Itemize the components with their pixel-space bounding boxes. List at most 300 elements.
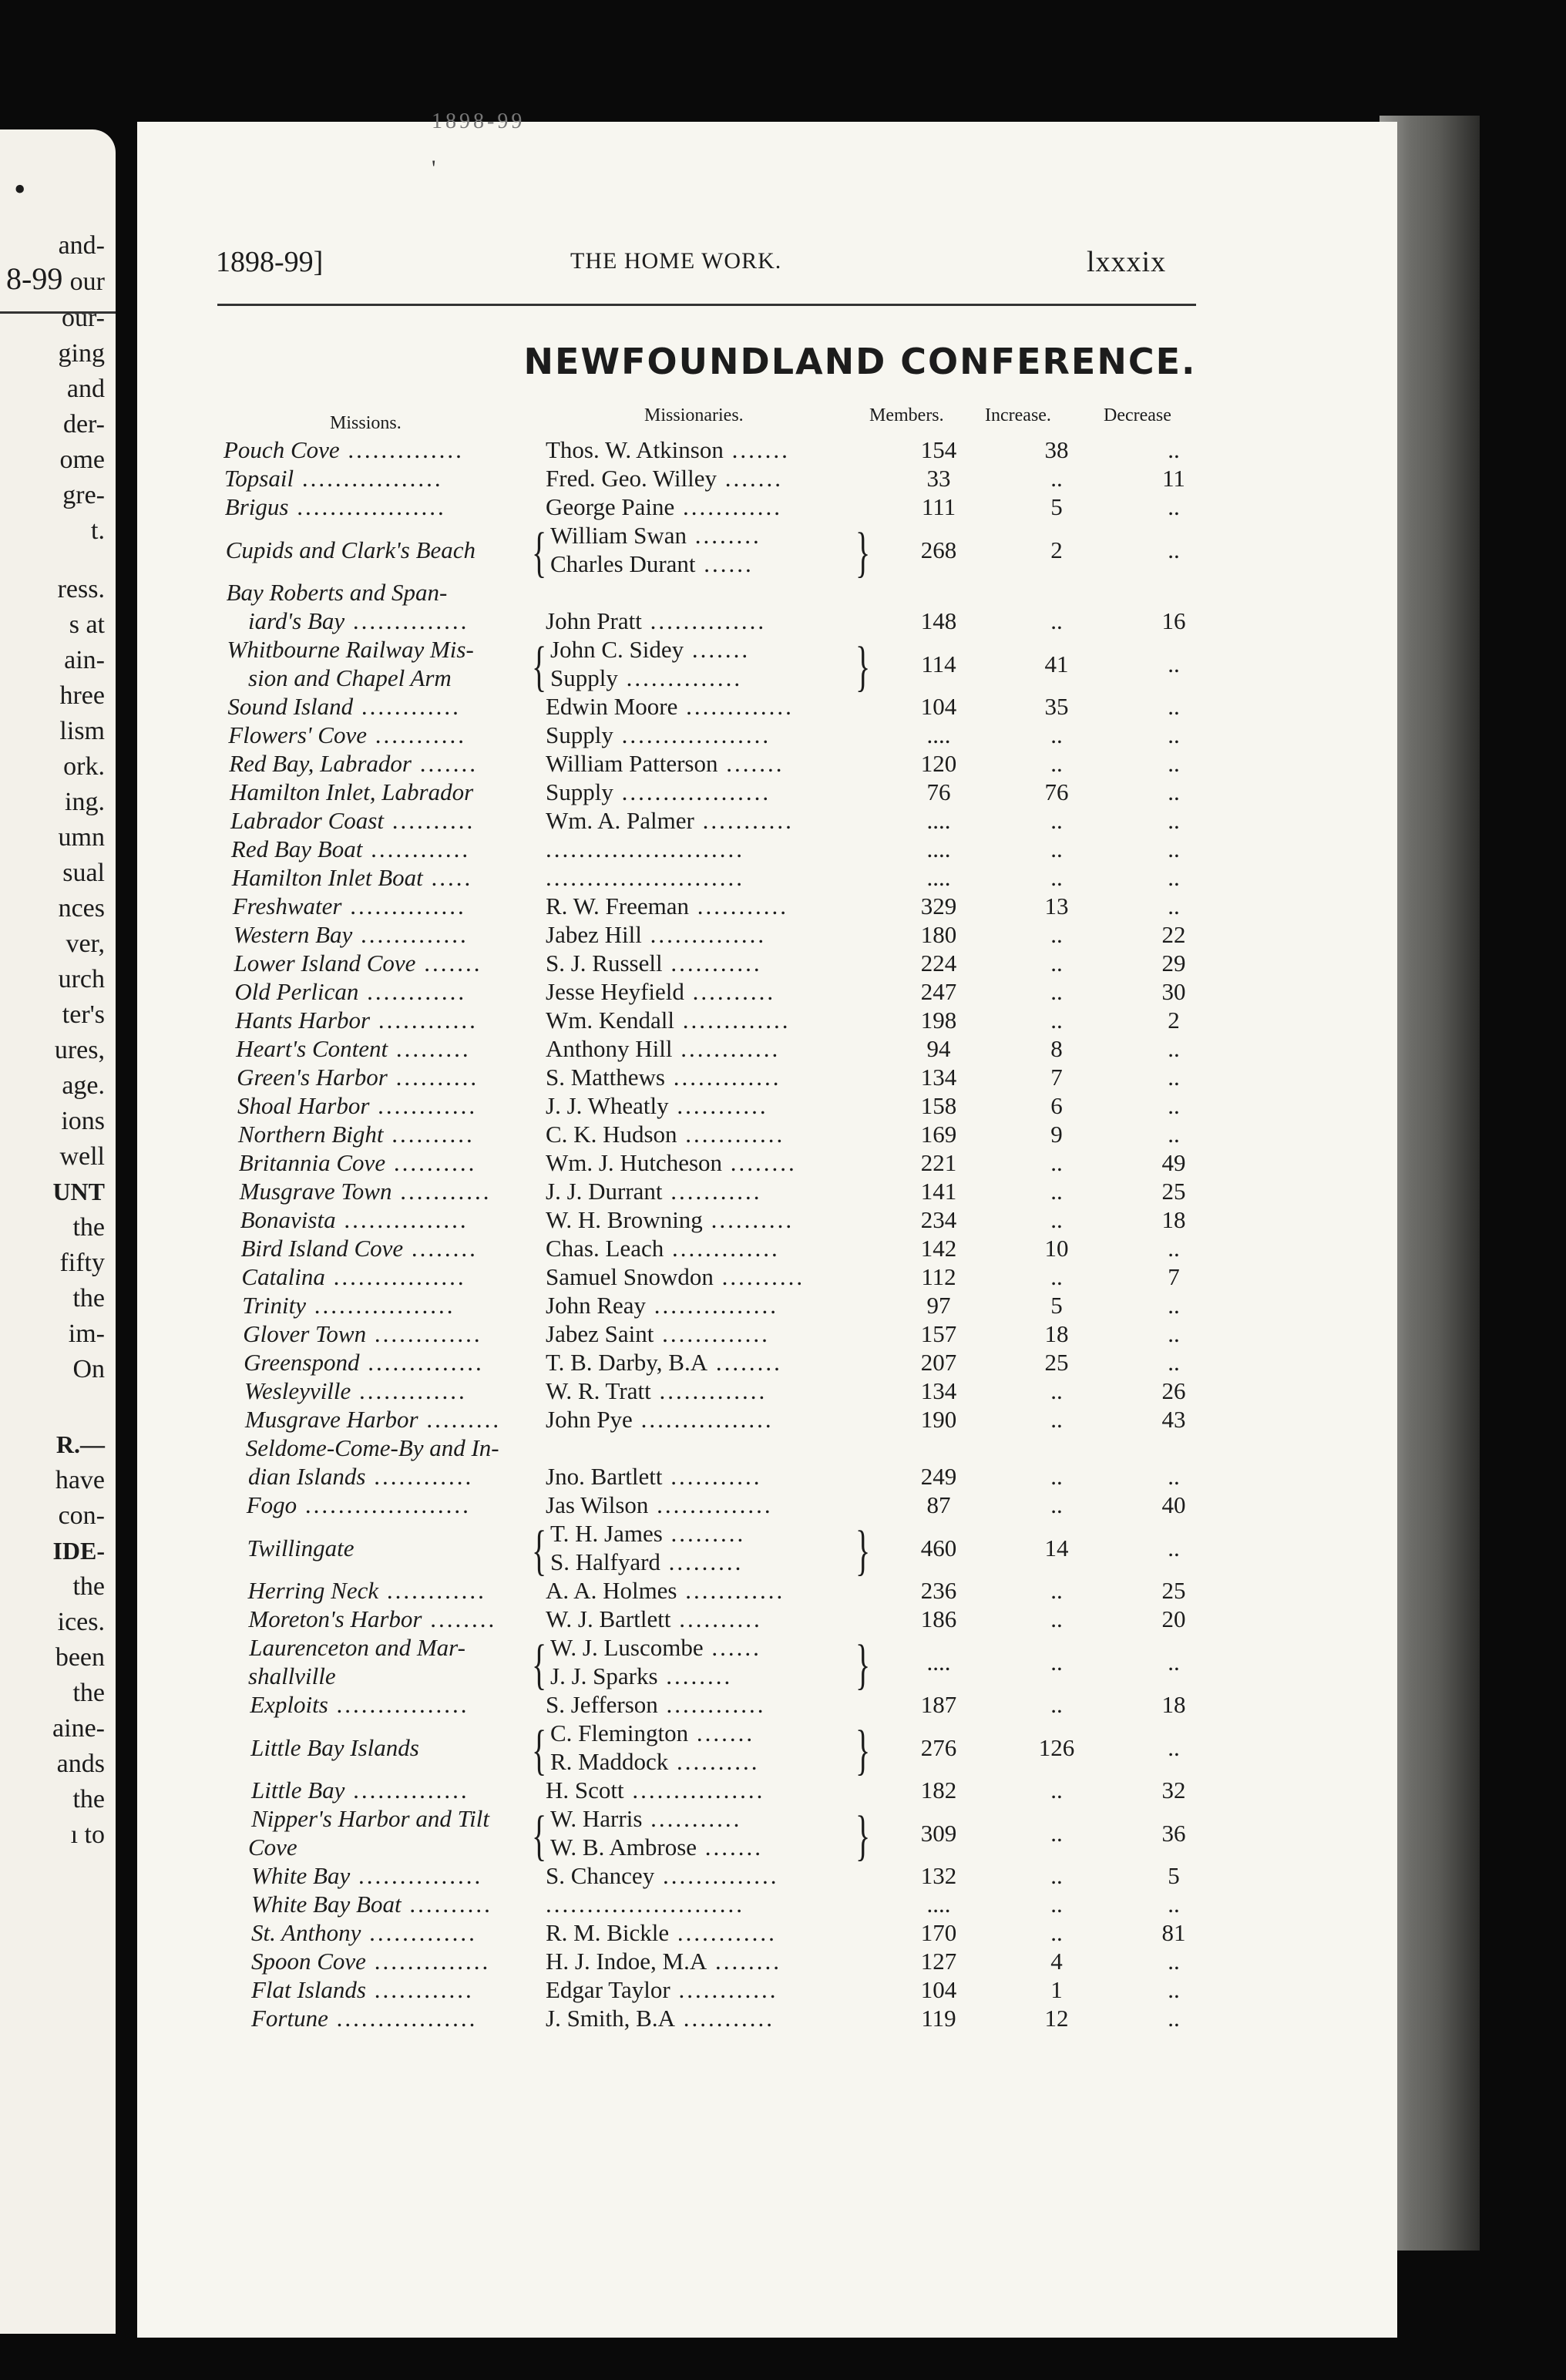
decrease-count: 25 [1161, 1178, 1186, 1205]
mission-name: Spoon Cove .............. [251, 1948, 491, 1975]
missionary-name: Wm. A. Palmer ........... [546, 807, 794, 834]
increase-count: .. [1050, 1206, 1063, 1233]
missionary-name: S. Matthews ............. [546, 1064, 781, 1091]
mission-name: Wesleyville ............. [244, 1377, 467, 1404]
decrease-count: 18 [1161, 1206, 1186, 1233]
members-count: .... [926, 807, 951, 834]
members-count: 187 [920, 1691, 957, 1718]
decrease-count: 16 [1161, 607, 1186, 634]
mission-row [0, 1406, 1566, 1434]
decrease-count: 81 [1161, 1919, 1186, 1946]
missionary-name: Jabez Hill .............. [546, 921, 767, 948]
previous-page-text: con- [58, 1501, 105, 1530]
decrease-count: 22 [1161, 921, 1186, 948]
mission-name: Herring Neck ............ [247, 1577, 486, 1604]
mission-row [0, 579, 1566, 636]
increase-count: .. [1050, 1263, 1063, 1290]
increase-count: .. [1050, 1862, 1063, 1889]
mission-row [0, 978, 1566, 1007]
previous-page-text: ures, [54, 1036, 105, 1064]
mission-name: Fortune ................. [251, 2005, 478, 2032]
missionary-name: S. Jefferson ............ [546, 1691, 766, 1718]
column-header-increase: Increase. [985, 405, 1051, 425]
mission-row [0, 1518, 1566, 1582]
members-count: 76 [926, 778, 951, 805]
missionary-name: Fred. Geo. Willey ....... [546, 465, 784, 492]
increase-count: 1 [1050, 1976, 1063, 2003]
members-count: 104 [920, 693, 957, 720]
members-count: 114 [921, 650, 956, 677]
mission-row [0, 1862, 1566, 1891]
missionary-name: George Paine ............ [546, 493, 783, 520]
missionary-name: Wm. J. Hutcheson ........ [546, 1149, 797, 1176]
missionary-name: H. J. Indoe, M.A ........ [546, 1948, 781, 1975]
increase-count: .. [1050, 750, 1063, 777]
missionary-name: Thos. W. Atkinson ....... [546, 436, 790, 463]
decrease-count: .. [1168, 835, 1180, 862]
increase-count: 10 [1044, 1235, 1069, 1262]
members-count: 249 [920, 1463, 957, 1490]
members-count: 112 [921, 1263, 956, 1290]
mission-row [0, 436, 1566, 465]
mission-name: Laurenceton and Mar- [249, 1634, 465, 1661]
decrease-count: .. [1168, 892, 1180, 919]
previous-page-text: On [72, 1355, 105, 1383]
mission-row [0, 1035, 1566, 1064]
decrease-count: 11 [1162, 465, 1185, 492]
mission-name: dian Islands ............ [248, 1463, 474, 1490]
running-head-title: THE HOME WORK. [570, 248, 782, 274]
missionary-name: W. B. Ambrose ....... [550, 1834, 764, 1861]
decrease-count: 32 [1161, 1777, 1186, 1803]
mission-row [0, 2005, 1566, 2033]
mission-name: White Bay Boat .......... [251, 1891, 492, 1918]
right-brace: } [855, 520, 871, 583]
decrease-count: 7 [1168, 1263, 1180, 1290]
mission-row [0, 864, 1566, 892]
page-number: lxxxix [1087, 246, 1167, 278]
mission-row [0, 1434, 1566, 1491]
decrease-count: .. [1168, 1121, 1180, 1148]
members-count: .... [926, 721, 951, 748]
increase-count: .. [1050, 1377, 1063, 1404]
decrease-count: .. [1168, 721, 1180, 748]
mission-row [0, 1263, 1566, 1292]
decrease-count: .. [1168, 864, 1180, 891]
mission-name: Western Bay ............. [233, 921, 469, 948]
increase-count: .. [1050, 1577, 1063, 1604]
missionary-name: Edwin Moore ............. [546, 693, 794, 720]
members-count: 154 [920, 436, 957, 463]
missionary-name: S. Chancey .............. [546, 1862, 779, 1889]
previous-page-text: aine- [52, 1714, 105, 1743]
previous-page-text: and- [58, 231, 105, 260]
column-header-missionaries: Missionaries. [644, 405, 744, 425]
mission-name: White Bay ............... [251, 1862, 483, 1889]
increase-count: .. [1050, 721, 1063, 748]
increase-count: .. [1050, 1491, 1063, 1518]
mission-row [0, 1718, 1566, 1781]
previous-page-text: ging [58, 339, 105, 368]
mission-name: Bay Roberts and Span- [226, 579, 448, 606]
mission-name: Musgrave Town ........... [239, 1178, 492, 1205]
members-count: 97 [926, 1292, 951, 1319]
missionary-name: J. Smith, B.A ........... [546, 2005, 775, 2032]
previous-page-text: der- [62, 410, 105, 439]
missionary-name: W. H. Browning .......... [546, 1206, 795, 1233]
missionary-name: William Patterson ....... [546, 750, 785, 777]
decrease-count: 26 [1161, 1377, 1186, 1404]
column-header-decrease: Decrease [1104, 405, 1171, 425]
previous-page-text: sual [62, 859, 105, 887]
members-count: 268 [920, 536, 957, 563]
previous-page-text: IDE- [52, 1537, 105, 1565]
members-count: 276 [920, 1733, 957, 1761]
members-count: 190 [920, 1406, 957, 1433]
missionary-name: J. J. Durrant ........... [546, 1178, 762, 1205]
left-brace: { [532, 1718, 547, 1781]
members-count: 180 [920, 921, 957, 948]
increase-count: .. [1050, 1406, 1063, 1433]
decrease-count: 36 [1161, 1819, 1186, 1847]
members-count: 119 [921, 2005, 956, 2032]
previous-page-text: the [72, 1572, 105, 1601]
mission-row [0, 1803, 1566, 1867]
missionary-name: R. M. Bickle ............ [546, 1919, 777, 1946]
missionary-name: T. H. James ......... [550, 1520, 746, 1547]
increase-count: .. [1050, 1463, 1063, 1490]
missionary-name: R. Maddock .......... [550, 1748, 760, 1775]
decrease-count: .. [1168, 1292, 1180, 1319]
missionary-name: Jas Wilson .............. [546, 1491, 773, 1518]
mission-name: Sound Island ............ [227, 693, 461, 720]
missionary-name: ........................ [546, 835, 744, 862]
missionary-name: John Pye ................ [546, 1406, 774, 1433]
decrease-count: .. [1168, 1035, 1180, 1062]
members-count: 247 [920, 978, 957, 1005]
mission-row [0, 1948, 1566, 1976]
decrease-count: 5 [1168, 1862, 1180, 1889]
decrease-count: 18 [1161, 1691, 1186, 1718]
previous-page-text: ing. [65, 788, 105, 816]
mission-name: Green's Harbor .......... [237, 1064, 479, 1091]
mission-name: Freshwater .............. [232, 892, 466, 919]
increase-count: .. [1050, 1605, 1063, 1632]
mission-row [0, 778, 1566, 807]
decrease-count: .. [1168, 493, 1180, 520]
missionary-name: Supply .............. [550, 664, 743, 691]
previous-page-text: ands [56, 1750, 105, 1778]
decrease-count: 43 [1161, 1406, 1186, 1433]
previous-page-text: gre- [62, 481, 105, 509]
missionary-name: Edgar Taylor ............ [546, 1976, 778, 2003]
increase-count: 2 [1050, 536, 1063, 563]
previous-page-text: the [72, 1785, 105, 1814]
mission-name: Bonavista ............... [240, 1206, 469, 1233]
missionary-name: W. J. Bartlett .......... [546, 1605, 762, 1632]
missionary-name: J. J. Sparks ........ [550, 1662, 733, 1689]
increase-count: 4 [1050, 1948, 1063, 1975]
increase-count: .. [1050, 1777, 1063, 1803]
column-header-members: Members. [869, 405, 944, 425]
members-count: .... [926, 835, 951, 862]
decrease-count: .. [1168, 1891, 1180, 1918]
mission-row [0, 520, 1566, 583]
mission-row [0, 1777, 1566, 1805]
mission-name: Britannia Cove .......... [238, 1149, 477, 1176]
decrease-count: .. [1168, 536, 1180, 563]
mission-name: Catalina ................ [241, 1263, 466, 1290]
increase-count: .. [1050, 1149, 1063, 1176]
mission-name: Little Bay Islands [250, 1733, 419, 1761]
previous-page-text: UNT [52, 1178, 105, 1205]
mission-row [0, 1491, 1566, 1520]
mission-name: Little Bay .............. [251, 1777, 469, 1803]
previous-page-text: have [55, 1466, 105, 1494]
mission-name: St. Anthony ............. [251, 1919, 477, 1946]
members-count: 207 [920, 1349, 957, 1376]
members-count: 134 [920, 1377, 957, 1404]
conference-title: NEWFOUNDLAND CONFERENCE. [523, 341, 1197, 382]
decrease-count: .. [1168, 1320, 1180, 1347]
previous-page-text: hree [59, 681, 105, 710]
mission-name: Brigus .................. [224, 493, 446, 520]
increase-count: .. [1050, 607, 1063, 634]
increase-count: 14 [1044, 1534, 1069, 1561]
increase-count: .. [1050, 807, 1063, 834]
mission-name: Hants Harbor ............ [235, 1007, 478, 1034]
mission-name: Trinity ................. [242, 1292, 455, 1319]
previous-page-text: nces [58, 894, 105, 923]
missionary-name: Jno. Bartlett ........... [546, 1463, 762, 1490]
increase-count: .. [1050, 1819, 1063, 1847]
decrease-count: 20 [1161, 1605, 1186, 1632]
members-count: 94 [926, 1035, 951, 1062]
mission-row [0, 1007, 1566, 1035]
decrease-count: .. [1168, 750, 1180, 777]
missionary-name: R. W. Freeman ........... [546, 892, 788, 919]
increase-count: 18 [1044, 1320, 1069, 1347]
members-count: 170 [920, 1919, 957, 1946]
mission-row [0, 1691, 1566, 1719]
missionary-name: J. J. Wheatly ........... [546, 1092, 768, 1119]
increase-count: .. [1050, 1891, 1063, 1918]
decrease-count: 40 [1161, 1491, 1186, 1518]
missionary-name: Jesse Heyfield .......... [546, 978, 776, 1005]
previous-page-text: well [59, 1142, 105, 1171]
increase-count: .. [1050, 835, 1063, 862]
missionary-name: ........................ [546, 864, 744, 891]
increase-count: .. [1050, 1178, 1063, 1205]
increase-count: .. [1050, 465, 1063, 492]
increase-count: 8 [1050, 1035, 1063, 1062]
mission-name: Topsail ................. [223, 465, 443, 492]
mission-name: iard's Bay .............. [248, 607, 469, 634]
previous-page-text: ress. [57, 575, 105, 603]
increase-count: .. [1050, 1007, 1063, 1034]
previous-page-text: ı to [70, 1820, 105, 1849]
mission-name: Twillingate [247, 1534, 355, 1561]
mission-name: Red Bay, Labrador ....... [229, 750, 478, 777]
members-count: 182 [920, 1777, 957, 1803]
decrease-count: .. [1168, 807, 1180, 834]
increase-count: .. [1050, 950, 1063, 977]
mission-row [0, 1292, 1566, 1320]
right-brace: } [855, 1518, 871, 1582]
mission-name: Hamilton Inlet, Labrador [230, 778, 474, 805]
members-count: 198 [920, 1007, 957, 1034]
head-rule [217, 304, 1196, 306]
previous-page-text: the [72, 1213, 105, 1242]
previous-page-text: ices. [57, 1608, 105, 1636]
running-head-year: 1898-99] [216, 246, 324, 278]
previous-page-text: the [72, 1284, 105, 1313]
decrease-count: 2 [1168, 1007, 1180, 1034]
missionary-name: Anthony Hill ............ [546, 1035, 781, 1062]
mission-name: Northern Bight .......... [237, 1121, 475, 1148]
decrease-count: .. [1168, 1976, 1180, 2003]
previous-page-text: ver, [66, 929, 105, 958]
mission-name: Cove [248, 1834, 297, 1861]
mission-row [0, 1320, 1566, 1349]
previous-page-text: the [72, 1679, 105, 1707]
mission-name: shallville [248, 1662, 336, 1689]
mission-row [0, 750, 1566, 778]
decrease-count: .. [1168, 778, 1180, 805]
increase-count: 41 [1044, 650, 1069, 677]
members-count: 127 [920, 1948, 957, 1975]
previous-page-text: our [69, 267, 105, 296]
members-count: 148 [920, 607, 957, 634]
members-count: .... [926, 864, 951, 891]
left-brace: { [532, 1803, 547, 1867]
increase-count: .. [1050, 1919, 1063, 1946]
members-count: 186 [920, 1605, 957, 1632]
members-count: 169 [920, 1121, 957, 1148]
mission-row [0, 721, 1566, 750]
members-count: 104 [920, 1976, 957, 2003]
mission-row [0, 892, 1566, 921]
mission-name: Cupids and Clark's Beach [225, 536, 476, 563]
members-count: 142 [920, 1235, 957, 1262]
faint-stamp: 1898-99 [432, 109, 526, 133]
mission-name: Flowers' Cove ........... [228, 721, 466, 748]
missionary-name: W. R. Tratt ............. [546, 1377, 768, 1404]
column-header-missions: Missions. [330, 413, 402, 433]
mission-name: Hamilton Inlet Boat ..... [231, 864, 473, 891]
previous-page-text: ain- [64, 646, 105, 674]
increase-count: 12 [1044, 2005, 1069, 2032]
left-brace: { [532, 1632, 547, 1696]
mission-row [0, 493, 1566, 522]
decrease-count: 49 [1161, 1149, 1186, 1176]
mission-row [0, 1605, 1566, 1634]
members-count: 236 [920, 1577, 957, 1604]
increase-count: 5 [1050, 1292, 1063, 1319]
previous-page-text: age. [62, 1071, 105, 1100]
members-count: 460 [920, 1534, 957, 1561]
mission-row [0, 950, 1566, 978]
previous-page-text: ter's [62, 1000, 105, 1029]
members-count: 329 [920, 892, 957, 919]
missionary-name: John Reay ............... [546, 1292, 779, 1319]
members-count: 158 [920, 1092, 957, 1119]
missionary-name: Supply .................. [546, 778, 771, 805]
previous-page-text: R.— [55, 1430, 105, 1458]
mission-name: Flat Islands ............ [251, 1976, 474, 2003]
decrease-count: 25 [1161, 1577, 1186, 1604]
increase-count: .. [1050, 1648, 1063, 1676]
members-count: 87 [926, 1491, 951, 1518]
previous-page-text: been [55, 1643, 105, 1672]
increase-count: .. [1050, 864, 1063, 891]
mission-name: Nipper's Harbor and Tilt [251, 1805, 489, 1832]
previous-page-text: our- [62, 304, 105, 332]
left-brace: { [532, 520, 547, 583]
members-count: 141 [920, 1178, 957, 1205]
decrease-count: .. [1168, 1235, 1180, 1262]
mission-name: Greenspond .............. [244, 1349, 484, 1376]
members-count: .... [926, 1891, 951, 1918]
right-brace: } [855, 634, 871, 698]
mission-row [0, 1178, 1566, 1206]
mission-row [0, 1121, 1566, 1149]
missionary-name: Wm. Kendall ............. [546, 1007, 791, 1034]
members-count: 157 [920, 1320, 957, 1347]
right-brace: } [855, 1632, 871, 1696]
missionary-name: C. K. Hudson ............ [546, 1121, 785, 1148]
mission-row [0, 1577, 1566, 1605]
mission-name: Lower Island Cove ....... [234, 950, 482, 977]
mission-name: Fogo .................... [246, 1491, 471, 1518]
mission-name: Glover Town ............. [243, 1320, 482, 1347]
decrease-count: .. [1168, 693, 1180, 720]
decrease-count: .. [1168, 1948, 1180, 1975]
mission-name: Seldome-Come-By and In- [245, 1434, 499, 1461]
decrease-count: .. [1168, 650, 1180, 677]
members-count: 309 [920, 1819, 957, 1847]
decrease-count: 29 [1161, 950, 1186, 977]
members-count: 134 [920, 1064, 957, 1091]
increase-count: .. [1050, 1691, 1063, 1718]
mission-row [0, 1149, 1566, 1178]
decrease-count: .. [1168, 436, 1180, 463]
ink-mark: ' [432, 156, 436, 181]
previous-page-text: umn [58, 823, 105, 852]
members-count: 120 [920, 750, 957, 777]
previous-page-text: t. [91, 516, 105, 545]
mission-name: Moreton's Harbor ........ [248, 1605, 497, 1632]
mission-name: Exploits ................ [250, 1691, 469, 1718]
previous-page-text: and [66, 375, 105, 403]
previous-page-text: ork. [63, 752, 105, 781]
mission-name: Shoal Harbor ............ [237, 1092, 478, 1119]
previous-page-text: urch [58, 965, 105, 993]
previous-page-text: lism [59, 717, 105, 745]
missionary-name: William Swan ........ [550, 522, 761, 549]
increase-count: 13 [1044, 892, 1069, 919]
mission-name: Red Bay Boat ............ [230, 835, 471, 862]
increase-count: 76 [1044, 778, 1069, 805]
increase-count: .. [1050, 921, 1063, 948]
mission-row [0, 1206, 1566, 1235]
mission-row [0, 1919, 1566, 1948]
right-brace: } [855, 1803, 871, 1867]
mission-row [0, 835, 1566, 864]
decrease-count: .. [1168, 1064, 1180, 1091]
missionary-name: T. B. Darby, B.A ........ [546, 1349, 782, 1376]
mission-name: sion and Chapel Arm [248, 664, 452, 691]
